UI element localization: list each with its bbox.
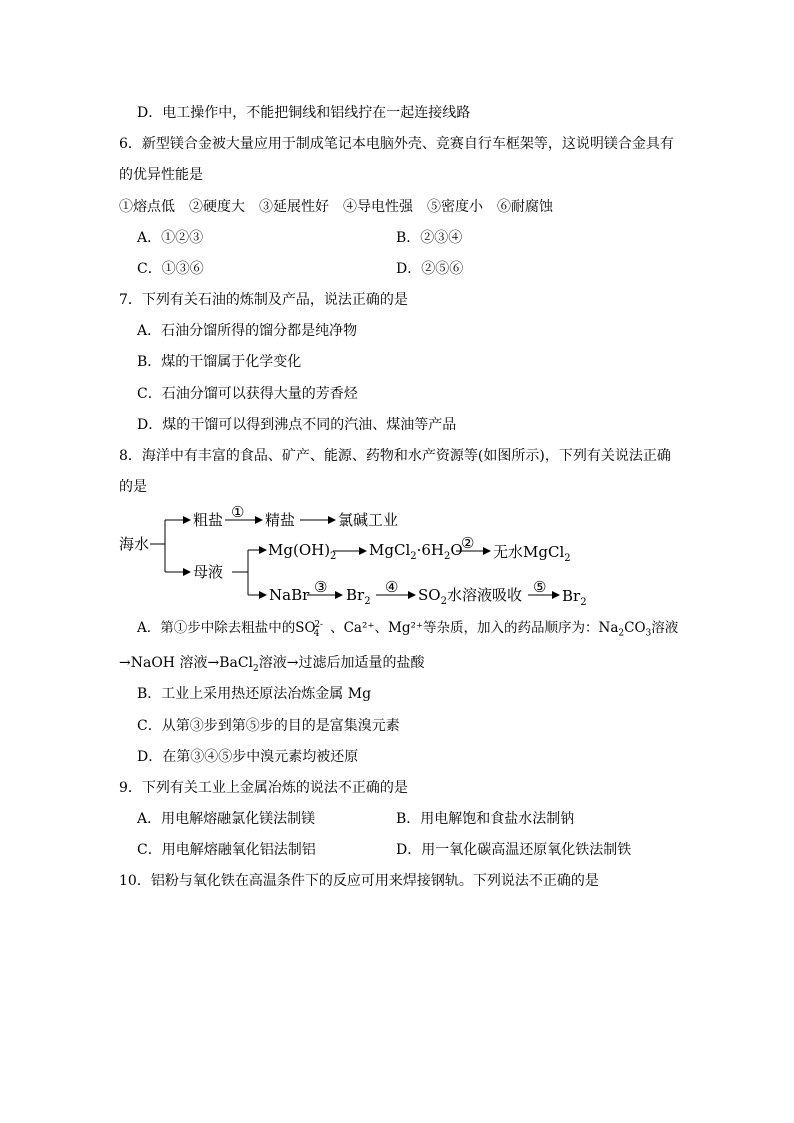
q9-stem: 9．下列有关工业上金属冶炼的说法不正确的是 (119, 780, 408, 796)
q6-option-a: A．①②③ (137, 230, 204, 246)
q8-stem-line1: 8．海洋中有丰富的食品、矿产、能源、药物和水产资源等(如图所示)，下列有关说法正确 (119, 448, 671, 464)
q6-option-d: D．②⑤⑥ (396, 261, 464, 277)
q7-option-b: B．煤的干馏属于化学变化 (137, 354, 302, 370)
q8-option-b: B．工业上采用热还原法冶炼金属 Mg (137, 686, 372, 702)
q8-option-d: D．在第③④⑤步中溴元素均被还原 (137, 749, 359, 765)
flow-seawater: 海水 (119, 535, 150, 553)
q10-stem: 10．铝粉与氧化铁在高温条件下的反应可用来焊接钢轨。下列说法不正确的是 (119, 873, 599, 889)
flow-br2-final: $Br_2$ (562, 587, 587, 608)
q6-stem-line2: 的优异性能是 (119, 167, 203, 183)
flow-step1: ① (231, 503, 245, 521)
flow-mother-liquor: 母液 (193, 563, 224, 581)
q6-option-c: C．①③⑥ (137, 261, 204, 277)
q7-option-a: A．石油分馏所得的馏分都是纯净物 (137, 323, 358, 339)
flow-step2: ② (461, 534, 475, 552)
flow-step3: ③ (314, 578, 328, 596)
q7-option-c: C．石油分馏可以获得大量的芳香烃 (137, 386, 358, 402)
q9-option-a: A．用电解熔融氯化镁法制镁 (137, 811, 316, 827)
flow-mgoh2: $Mg(OH)_2$ (268, 541, 337, 562)
flow-crude-salt: 粗盐 (193, 511, 224, 529)
q6-stem-line1: 6．新型镁合金被大量应用于制成笔记本电脑外壳、竞赛自行车框架等，这说明镁合金具有 (119, 136, 674, 152)
flow-br2: $Br_2$ (346, 586, 371, 607)
flow-nabr: NaBr (269, 586, 310, 604)
flow-so2-absorb: $SO_2$水溶液吸收 (418, 586, 522, 607)
q6-properties: ①熔点低 ②硬度大 ③延展性好 ④导电性强 ⑤密度小 ⑥耐腐蚀 (119, 199, 553, 215)
q8-option-a-line1: A．第①步中除去粗盐中的$SO_4^{2-}$ 、Ca²⁺、Mg²⁺等杂质，加入的药品顺序为：$Na_2CO_3$溶液 (137, 619, 679, 639)
q8-option-c: C．从第③步到第⑤步的目的是富集溴元素 (137, 718, 400, 734)
flow-anhydrous-mgcl2: 无水MgCl$_2$ (493, 543, 571, 564)
flow-step5: ⑤ (533, 578, 547, 596)
q9-option-d: D．用一氧化碳高温还原氧化铁法制铁 (396, 842, 632, 858)
flow-chlor-alkali: 氯碱工业 (338, 511, 399, 529)
q6-option-b: B．②③④ (396, 230, 463, 246)
q7-option-d: D．煤的干馏可以得到沸点不同的汽油、煤油等产品 (137, 417, 457, 433)
q8-option-a-line2: →NaOH 溶液→BaCl$_2$溶液→过滤后加适量的盐酸 (119, 655, 425, 674)
prev-option-d: D．电工操作中，不能把铜线和铝线拧在一起连接线路 (137, 105, 471, 121)
flow-fine-salt: 精盐 (265, 511, 296, 529)
q7-stem: 7．下列有关石油的炼制及产品，说法正确的是 (119, 292, 408, 308)
flow-step4: ④ (385, 578, 399, 596)
q8-stem-line2: 的是 (119, 479, 147, 495)
q9-option-b: B．用电解饱和食盐水法制钠 (396, 811, 575, 827)
flow-mgcl2-hydrate: $MgCl_2\cdot 6H_2O$ (369, 541, 463, 562)
q9-option-c: C．用电解熔融氧化铝法制铝 (137, 842, 316, 858)
